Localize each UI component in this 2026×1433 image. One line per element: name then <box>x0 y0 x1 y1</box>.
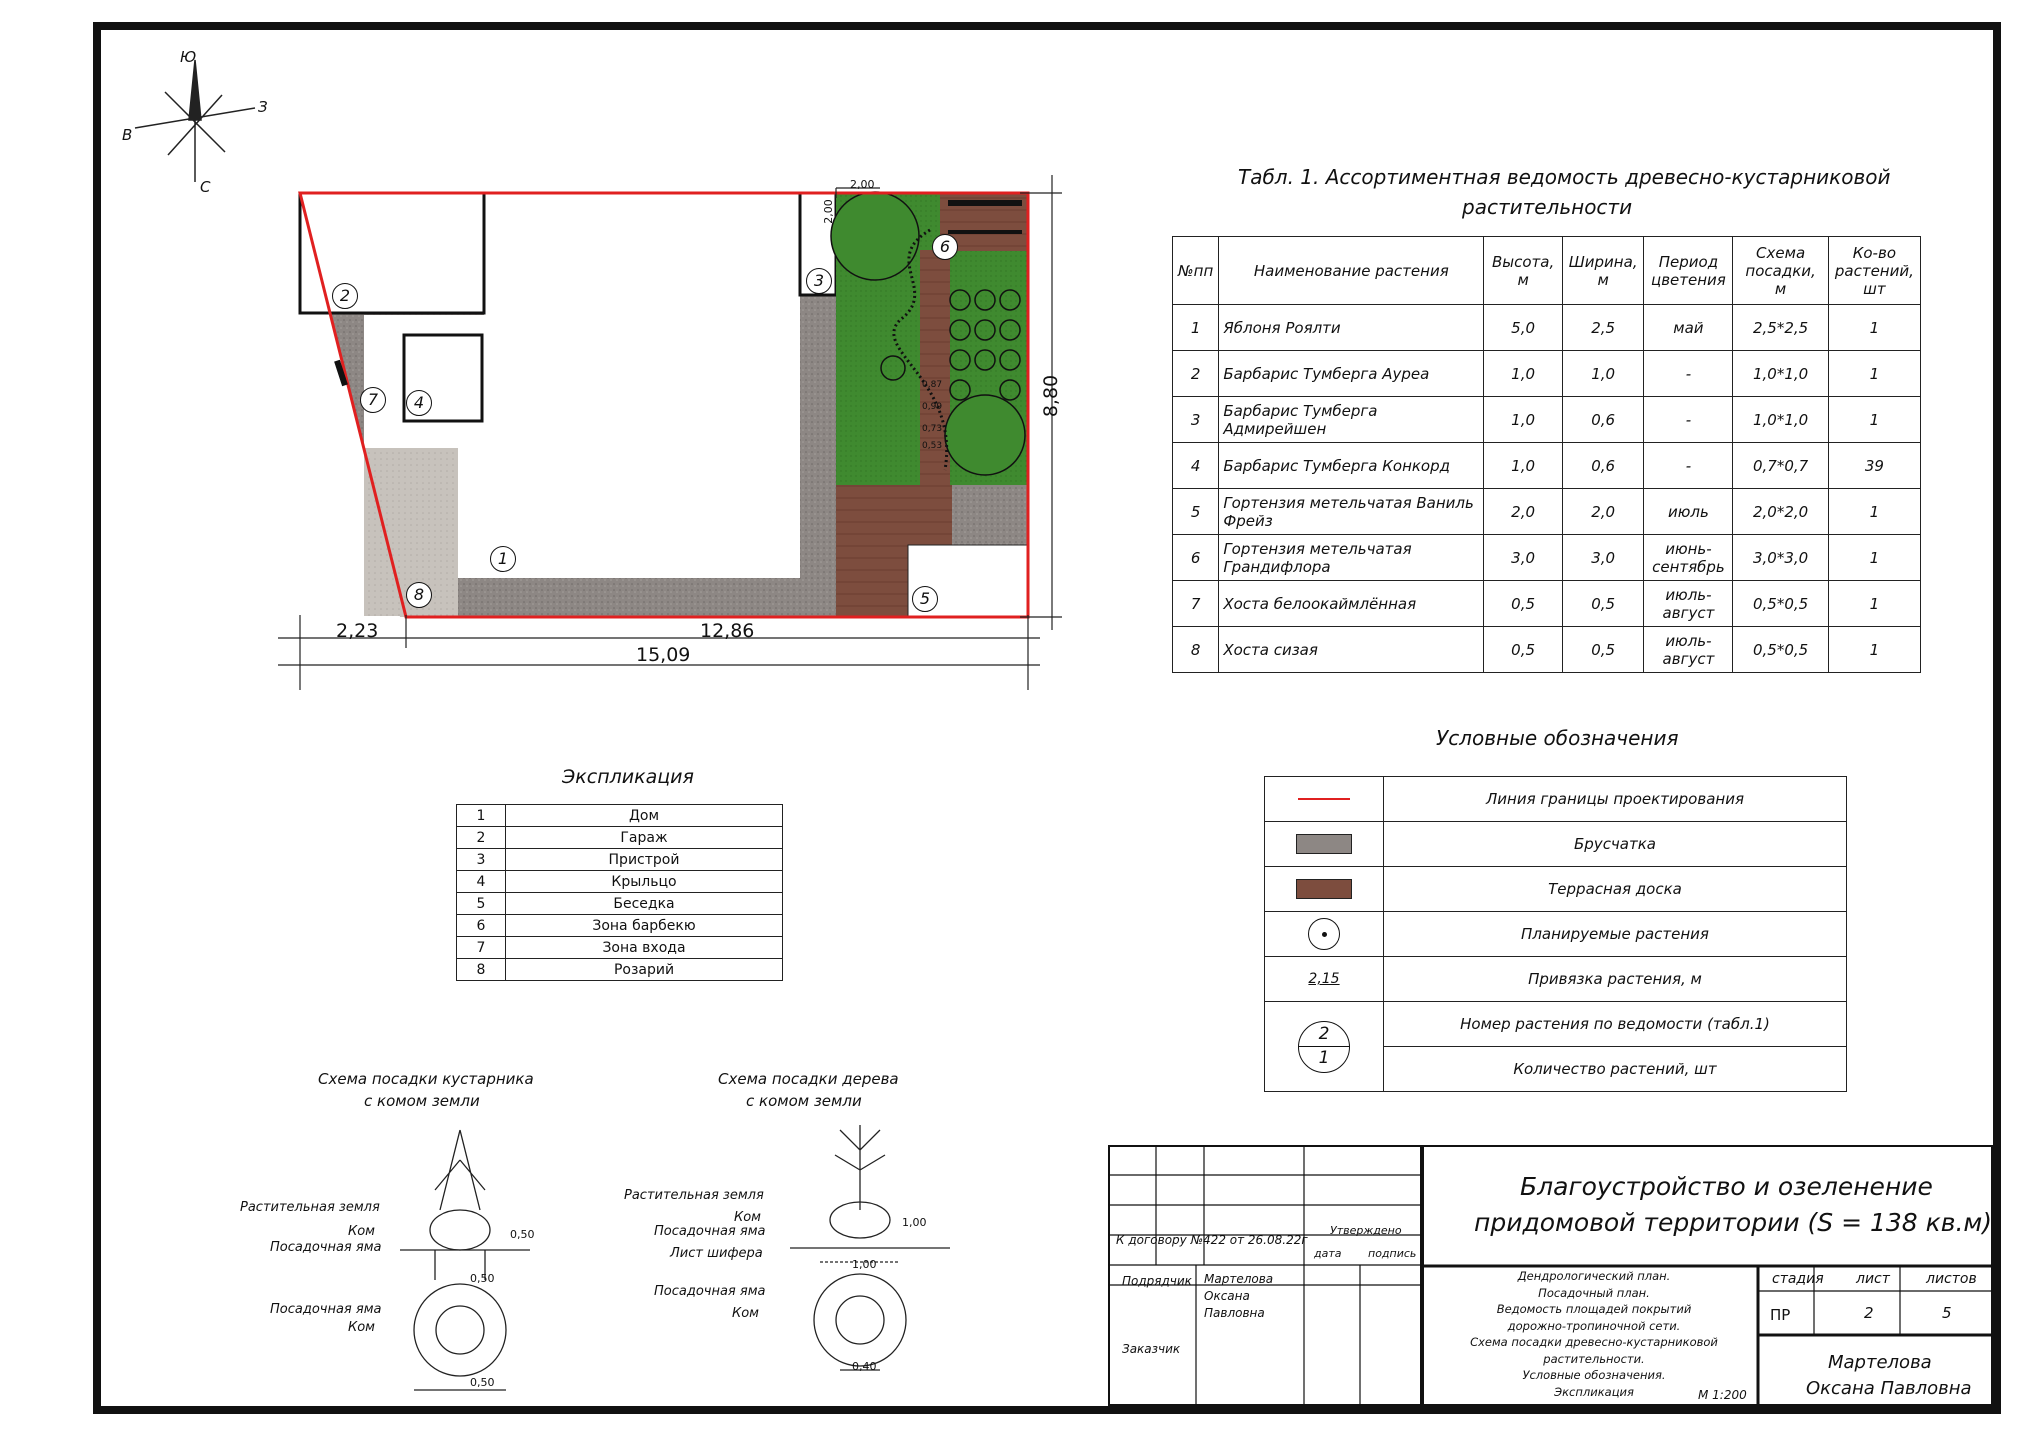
table-row: 8 Розарий <box>457 959 783 981</box>
dim-top1: 2,00 <box>850 178 875 191</box>
dim-total: 15,09 <box>636 644 691 666</box>
stamp-author-2: Оксана Павловна <box>1806 1378 1972 1399</box>
shrub-label-pit: Посадочная яма <box>270 1240 382 1255</box>
header-cell: Схема посадки, м <box>1733 237 1828 305</box>
shrub-scheme-drawing <box>380 1120 580 1400</box>
compass-west-label: З <box>258 98 268 116</box>
legend-row: Планируемые растения <box>1265 912 1847 957</box>
tree-label-soil: Растительная земля <box>624 1188 764 1203</box>
marker-7: 7 <box>360 387 386 413</box>
plant-distance: 0,53 <box>922 441 943 451</box>
table-row: 3 Пристрой <box>457 849 783 871</box>
house <box>484 193 800 578</box>
legend-table <box>1264 776 1847 1092</box>
dim-sample: 2,15 <box>1308 971 1340 987</box>
tree-label-slate: Лист шифера <box>670 1246 763 1261</box>
table-row: 5 Беседка <box>457 893 783 915</box>
shrub-dim: 0,50 <box>470 1376 495 1389</box>
explication-table <box>456 804 783 981</box>
stamp-contract: К договору №422 от 26.08.22г <box>1116 1233 1308 1247</box>
table-row: 6 Гортензия метельчатая Грандифлора 3,0 3,0 июнь-сентябрь 3,0*3,0 1 <box>1173 535 1921 581</box>
tree-label-pit: Посадочная яма <box>654 1224 766 1239</box>
assortment-title: Табл. 1. Ассортиментная ведомость древесно-кустарниковой <box>1238 165 1891 189</box>
garage <box>300 193 484 313</box>
header-cell: Высота, м <box>1484 237 1563 305</box>
stamp-date: дата <box>1314 1247 1342 1260</box>
table-row: 8 Хоста сизая 0,5 0,5 июль-август 0,5*0,5 1 <box>1173 627 1921 673</box>
table-row: 5 Гортензия метельчатая Ваниль Фрейз 2,0 2,0 июль 2,0*2,0 1 <box>1173 489 1921 535</box>
shrub-label-root-ball-2: Ком <box>348 1320 375 1335</box>
stamp-contractor-name: Павловна <box>1204 1306 1265 1320</box>
marker-5: 5 <box>912 586 938 612</box>
dim-middle: 12,86 <box>700 620 755 642</box>
marker-4: 4 <box>406 390 432 416</box>
stamp-project-title-2: придомовой территории (S = 138 кв.м) <box>1474 1208 1993 1237</box>
marker-6: 6 <box>932 234 958 260</box>
legend-row: 2,15 Привязка растения, м <box>1265 957 1847 1002</box>
dim-right: 8,80 <box>1040 374 1063 418</box>
tree-dim: 1,00 <box>902 1216 927 1229</box>
header-cell: Ко-во растений, шт <box>1828 237 1920 305</box>
compass-north-label: С <box>200 178 211 196</box>
table-row: 1 Яблоня Роялти 5,0 2,5 май 2,5*2,5 1 <box>1173 305 1921 351</box>
header-cell: №пп <box>1173 237 1219 305</box>
tree-dim: 0,40 <box>852 1360 877 1373</box>
border-line-swatch <box>1298 798 1350 800</box>
table-row: 2 Гараж <box>457 827 783 849</box>
table-row: 7 Зона входа <box>457 937 783 959</box>
assortment-title-2: растительности <box>1462 195 1633 219</box>
tree-label-pit-2: Посадочная яма <box>654 1284 766 1299</box>
stamp-contractor-name: Мартелова <box>1204 1272 1274 1286</box>
legend-row: 2 1 Номер растения по ведомости (табл.1) <box>1265 1002 1847 1047</box>
table-row: 3 Барбарис Тумберга Адмирейшен 1,0 0,6 - 1,0*1,0 1 <box>1173 397 1921 443</box>
stamp-stage: ПР <box>1770 1306 1791 1324</box>
stamp-author: Мартелова <box>1828 1352 1932 1373</box>
plant-distance: 0,99 <box>922 402 943 412</box>
tree-dim: 1,00 <box>852 1258 877 1271</box>
tree-label-root-ball-2: Ком <box>732 1306 759 1321</box>
header-cell: Ширина, м <box>1562 237 1644 305</box>
marker-8: 8 <box>406 582 432 608</box>
legend-title: Условные обозначения <box>1436 726 1679 750</box>
stamp-approved: Утверждено <box>1330 1224 1402 1237</box>
table-row: 6 Зона барбекю <box>457 915 783 937</box>
stamp-stage-label: стадия <box>1772 1271 1824 1287</box>
stamp-contents: Дендрологический план. Посадочный план. Ведомость площадей покрытий дорожно-тропиночной сети. Схема посадки древесно-кустарниковой растительности. Условные обозначения. Экспликация <box>1470 1269 1718 1399</box>
stamp-contractor-name: Оксана <box>1204 1289 1250 1303</box>
plant-distance: 0,73 <box>922 424 943 434</box>
stamp-project-title: Благоустройство и озеленение <box>1520 1172 1933 1201</box>
stamp-customer-label: Заказчик <box>1122 1342 1181 1356</box>
shrub-label-root-ball: Ком <box>348 1224 375 1239</box>
stamp-contractor-label: Подрядчик <box>1122 1274 1192 1288</box>
stamp-signature: подпись <box>1368 1247 1417 1260</box>
tree-scheme-title: Схема посадки дерева <box>718 1070 899 1088</box>
legend-row: Террасная доска <box>1265 867 1847 912</box>
dim-left: 2,23 <box>336 620 379 642</box>
explication-title: Экспликация <box>562 766 694 788</box>
marker-2: 2 <box>332 283 358 309</box>
shrub-scheme-title: Схема посадки кустарника <box>318 1070 534 1088</box>
stamp-scale: М 1:200 <box>1698 1388 1747 1402</box>
table-row: 1 Дом <box>457 805 783 827</box>
shrub-scheme-title-2: с комом земли <box>364 1092 480 1110</box>
shrub-label-soil: Растительная земля <box>240 1200 380 1215</box>
header-cell: Период цветения <box>1644 237 1733 305</box>
tree-label-root-ball: Ком <box>734 1210 761 1225</box>
legend-row: Количество растений, шт <box>1265 1047 1847 1092</box>
stamp-sheet: 2 <box>1864 1304 1874 1322</box>
paving-swatch <box>1296 834 1352 854</box>
shrub-label-pit-2: Посадочная яма <box>270 1302 382 1317</box>
legend-row: Брусчатка <box>1265 822 1847 867</box>
plant-distance: 0,87 <box>922 380 943 390</box>
compass-east-label: В <box>122 126 133 144</box>
tree-scheme-drawing <box>780 1120 980 1390</box>
stamp-sheets-label: листов <box>1926 1271 1977 1287</box>
assortment-table <box>1172 236 1921 673</box>
plant-symbol-icon <box>1308 918 1340 950</box>
compass-rose <box>135 60 255 182</box>
stamp-sheet-label: лист <box>1856 1271 1890 1287</box>
stamp-sheets: 5 <box>1942 1304 1952 1322</box>
table-row: 2 Барбарис Тумберга Ауреа 1,0 1,0 - 1,0*1,0 1 <box>1173 351 1921 397</box>
table-row: 4 Крыльцо <box>457 871 783 893</box>
header-cell: Наименование растения <box>1219 237 1484 305</box>
tree-scheme-title-2: с комом земли <box>746 1092 862 1110</box>
table-row: 4 Барбарис Тумберга Конкорд 1,0 0,6 - 0,7*0,7 39 <box>1173 443 1921 489</box>
marker-1: 1 <box>490 546 516 572</box>
shrub-dim: 0,50 <box>470 1272 495 1285</box>
marker-3: 3 <box>806 268 832 294</box>
deck-swatch <box>1296 879 1352 899</box>
table-row: 7 Хоста белоокаймлённая 0,5 0,5 июль-август 0,5*0,5 1 <box>1173 581 1921 627</box>
shrub-dim: 0,50 <box>510 1228 535 1241</box>
dim-top2: 2,00 <box>821 199 835 224</box>
legend-row: Линия границы проектирования <box>1265 777 1847 822</box>
plant-number-symbol: 2 1 <box>1298 1021 1350 1073</box>
compass-south-label: Ю <box>180 48 197 66</box>
